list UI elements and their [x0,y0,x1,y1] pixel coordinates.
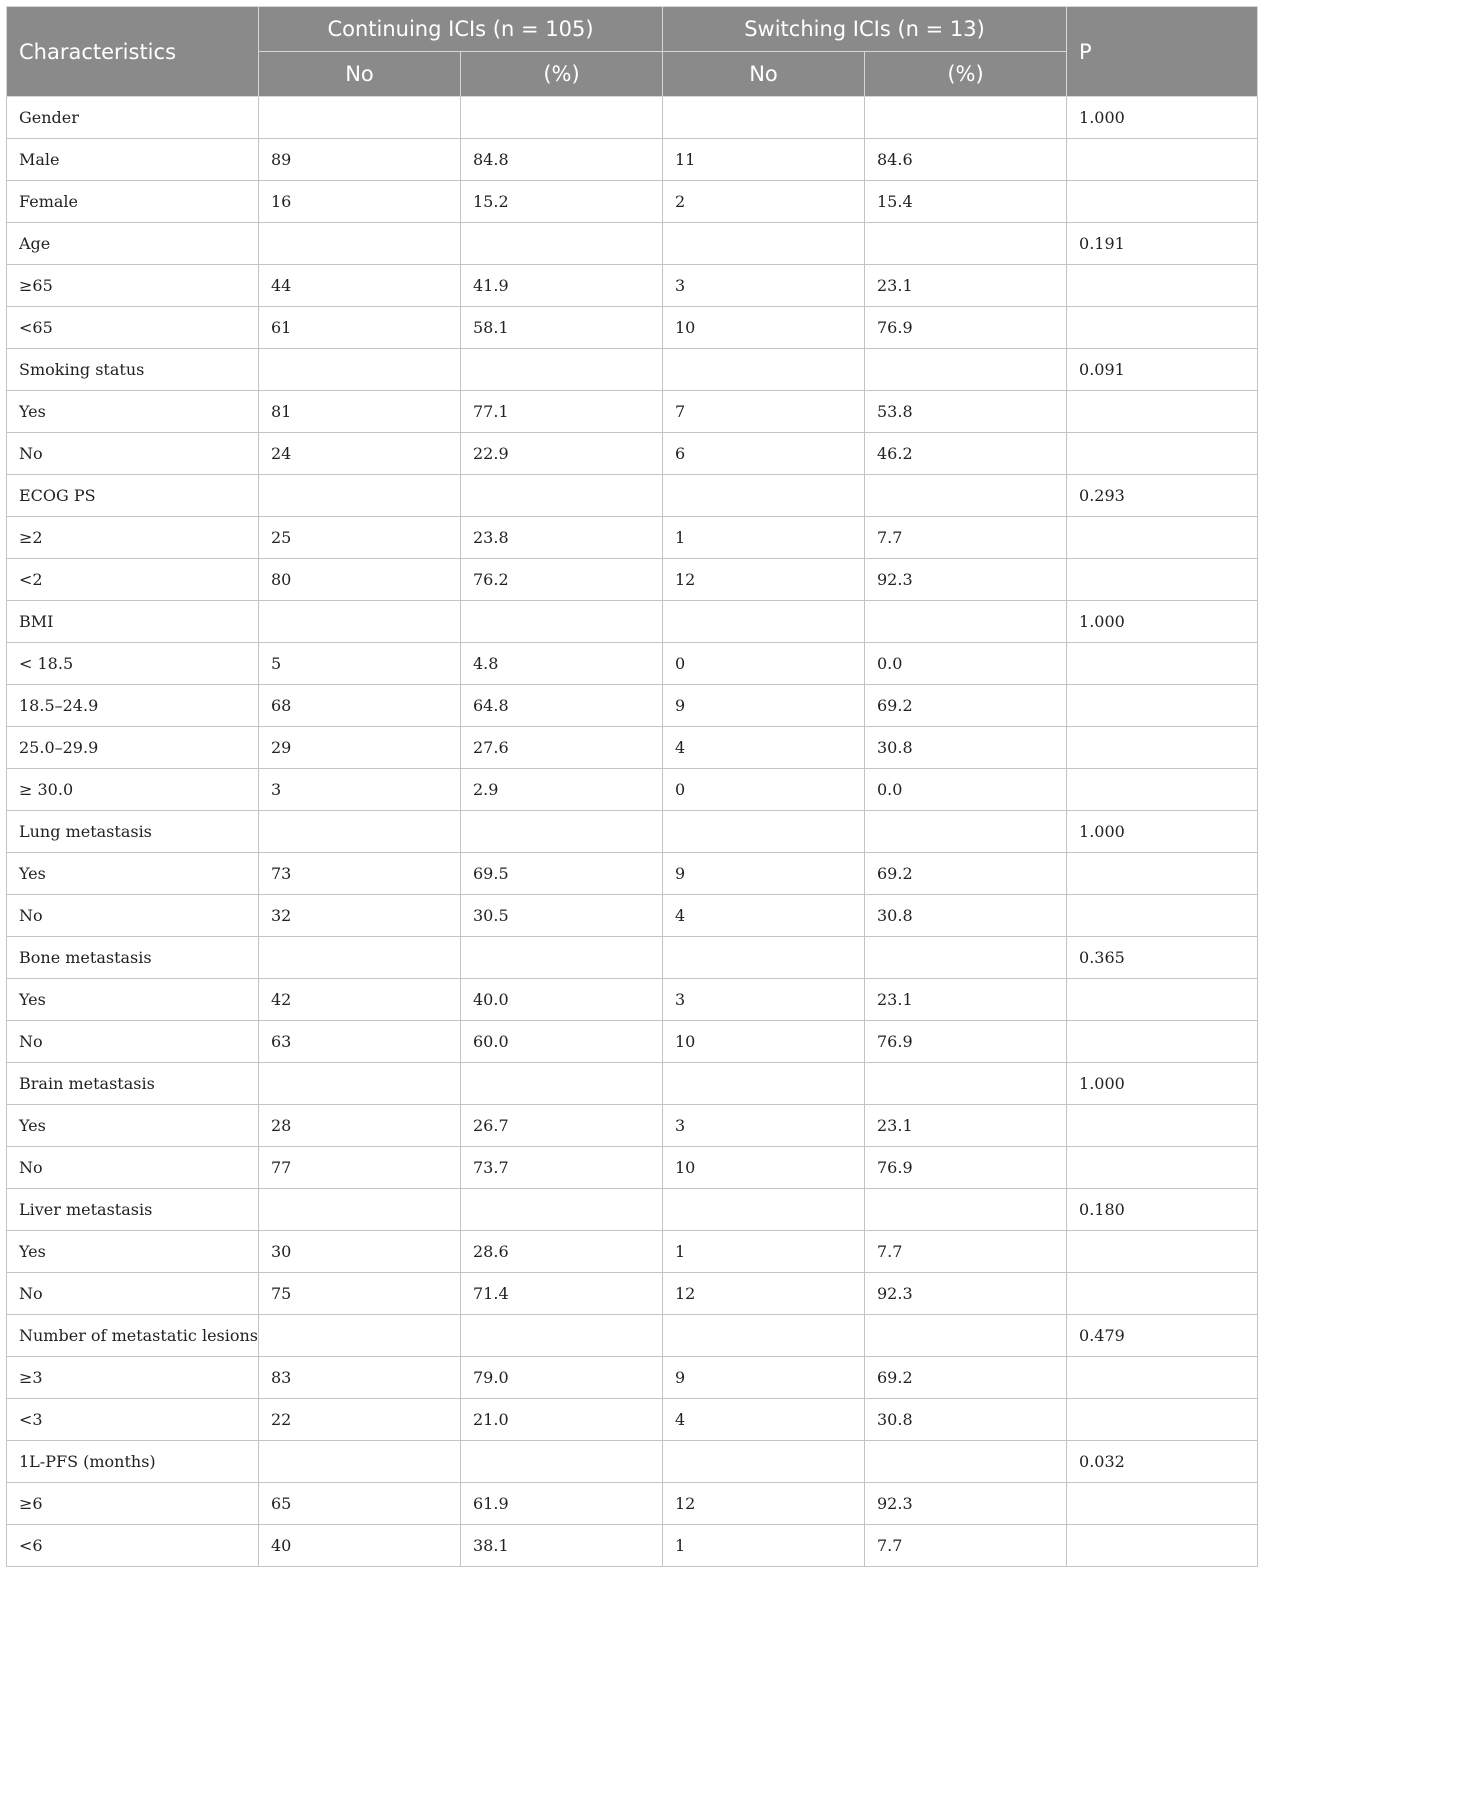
cell-p-value [1067,517,1258,559]
cell-continuing-no [259,97,461,139]
cell-p-value: 0.191 [1067,223,1258,265]
cell-switching-no [663,349,865,391]
cell-switching-pct [865,97,1067,139]
cell-switching-no [663,223,865,265]
cell-characteristic: Female [7,181,259,223]
cell-p-value: 0.479 [1067,1315,1258,1357]
table-row [7,349,1258,391]
table-row [7,643,1258,685]
cell-switching-no: 1 [663,517,865,559]
cell-continuing-no: 63 [259,1021,461,1063]
cell-switching-no: 4 [663,1399,865,1441]
cell-characteristic: <3 [7,1399,259,1441]
cell-continuing-no: 40 [259,1525,461,1567]
cell-switching-pct: 7.7 [865,1231,1067,1273]
cell-continuing-no [259,811,461,853]
cell-p-value [1067,1273,1258,1315]
cell-continuing-pct: 73.7 [461,1147,663,1189]
table-row [7,1189,1258,1231]
cell-switching-no: 9 [663,1357,865,1399]
table-row [7,391,1258,433]
cell-switching-no: 7 [663,391,865,433]
table-row [7,1357,1258,1399]
cell-continuing-no: 32 [259,895,461,937]
cell-continuing-no: 16 [259,181,461,223]
cell-characteristic: No [7,895,259,937]
cell-characteristic: 1L-PFS (months) [7,1441,259,1483]
cell-switching-no: 10 [663,1147,865,1189]
cell-p-value [1067,433,1258,475]
cell-switching-no [663,1441,865,1483]
table-row [7,1147,1258,1189]
table-row [7,223,1258,265]
cell-continuing-pct [461,601,663,643]
cell-continuing-pct: 69.5 [461,853,663,895]
cell-p-value: 1.000 [1067,1063,1258,1105]
cell-characteristic: ≥2 [7,517,259,559]
cell-continuing-pct: 28.6 [461,1231,663,1273]
cell-switching-pct: 30.8 [865,895,1067,937]
cell-characteristic: ≥ 30.0 [7,769,259,811]
cell-continuing-no [259,1189,461,1231]
cell-p-value: 1.000 [1067,601,1258,643]
table-row [7,139,1258,181]
cell-switching-pct: 92.3 [865,1483,1067,1525]
cell-characteristic: Smoking status [7,349,259,391]
cell-continuing-pct: 77.1 [461,391,663,433]
cell-continuing-no: 80 [259,559,461,601]
cell-switching-no [663,1063,865,1105]
cell-continuing-pct [461,811,663,853]
cell-continuing-pct: 60.0 [461,1021,663,1063]
cell-characteristic: No [7,1147,259,1189]
cell-switching-pct: 84.6 [865,139,1067,181]
cell-switching-pct [865,601,1067,643]
cell-continuing-no: 25 [259,517,461,559]
cell-p-value [1067,979,1258,1021]
header-switching-icis: Switching ICIs (n = 13) [663,7,1067,52]
cell-switching-pct: 0.0 [865,643,1067,685]
header-switching-no: No [663,52,865,97]
cell-p-value [1067,1021,1258,1063]
cell-characteristic: Yes [7,1231,259,1273]
cell-p-value [1067,307,1258,349]
table-row [7,727,1258,769]
cell-continuing-pct: 2.9 [461,769,663,811]
cell-switching-pct [865,1063,1067,1105]
cell-switching-no: 9 [663,853,865,895]
cell-continuing-no [259,1315,461,1357]
cell-continuing-no [259,1441,461,1483]
cell-continuing-pct [461,1315,663,1357]
cell-continuing-pct: 58.1 [461,307,663,349]
cell-switching-pct: 7.7 [865,1525,1067,1567]
cell-switching-no: 0 [663,769,865,811]
cell-characteristic: 25.0–29.9 [7,727,259,769]
cell-continuing-pct: 15.2 [461,181,663,223]
cell-continuing-no: 30 [259,1231,461,1273]
cell-characteristic: ECOG PS [7,475,259,517]
cell-switching-no: 10 [663,307,865,349]
cell-switching-no: 1 [663,1231,865,1273]
cell-switching-pct: 76.9 [865,1147,1067,1189]
cell-switching-no: 4 [663,727,865,769]
cell-characteristic: No [7,1021,259,1063]
cell-p-value [1067,265,1258,307]
cell-switching-no: 2 [663,181,865,223]
cell-characteristic: ≥6 [7,1483,259,1525]
cell-switching-pct [865,1441,1067,1483]
cell-switching-pct: 92.3 [865,559,1067,601]
cell-switching-pct: 53.8 [865,391,1067,433]
cell-characteristic: <2 [7,559,259,601]
cell-continuing-no: 28 [259,1105,461,1147]
cell-continuing-pct: 4.8 [461,643,663,685]
cell-p-value [1067,391,1258,433]
cell-switching-no [663,97,865,139]
header-continuing-pct: (%) [461,52,663,97]
cell-switching-pct [865,1315,1067,1357]
cell-switching-pct: 69.2 [865,1357,1067,1399]
cell-switching-no: 0 [663,643,865,685]
cell-continuing-no [259,601,461,643]
cell-continuing-no [259,1063,461,1105]
cell-continuing-pct: 64.8 [461,685,663,727]
table-row [7,811,1258,853]
cell-continuing-no: 5 [259,643,461,685]
cell-continuing-pct: 26.7 [461,1105,663,1147]
cell-continuing-pct [461,223,663,265]
cell-p-value: 0.091 [1067,349,1258,391]
cell-switching-no: 11 [663,139,865,181]
cell-p-value: 0.365 [1067,937,1258,979]
cell-switching-pct: 30.8 [865,1399,1067,1441]
table-row [7,1483,1258,1525]
cell-switching-pct: 7.7 [865,517,1067,559]
header-continuing-icis: Continuing ICIs (n = 105) [259,7,663,52]
cell-switching-pct: 76.9 [865,1021,1067,1063]
cell-p-value [1067,1105,1258,1147]
cell-p-value: 0.180 [1067,1189,1258,1231]
cell-switching-no: 1 [663,1525,865,1567]
cell-continuing-pct: 30.5 [461,895,663,937]
table-row [7,307,1258,349]
cell-continuing-pct: 61.9 [461,1483,663,1525]
cell-p-value: 1.000 [1067,97,1258,139]
cell-switching-no: 4 [663,895,865,937]
cell-characteristic: < 18.5 [7,643,259,685]
cell-p-value [1067,895,1258,937]
cell-continuing-pct: 22.9 [461,433,663,475]
cell-switching-no [663,1315,865,1357]
table-row [7,601,1258,643]
cell-continuing-pct: 38.1 [461,1525,663,1567]
cell-switching-no [663,601,865,643]
table-row [7,1315,1258,1357]
cell-p-value [1067,181,1258,223]
cell-characteristic: <6 [7,1525,259,1567]
table-header [7,7,1258,97]
cell-switching-pct: 69.2 [865,853,1067,895]
table-row [7,433,1258,475]
cell-continuing-no [259,937,461,979]
header-row-groups [7,7,1258,52]
cell-p-value [1067,769,1258,811]
header-switching-pct: (%) [865,52,1067,97]
table-row [7,1021,1258,1063]
cell-continuing-pct: 40.0 [461,979,663,1021]
cell-p-value [1067,1357,1258,1399]
table-row [7,1273,1258,1315]
cell-switching-pct [865,475,1067,517]
cell-characteristic: No [7,433,259,475]
cell-continuing-pct [461,1189,663,1231]
table-row [7,517,1258,559]
cell-p-value [1067,1231,1258,1273]
cell-continuing-no: 42 [259,979,461,1021]
cell-switching-pct: 23.1 [865,265,1067,307]
cell-switching-pct [865,937,1067,979]
cell-p-value [1067,1147,1258,1189]
cell-characteristic: Number of metastatic lesions [7,1315,259,1357]
cell-characteristic: ≥65 [7,265,259,307]
cell-switching-no: 9 [663,685,865,727]
table-row [7,979,1258,1021]
cell-switching-no [663,937,865,979]
table-row [7,1105,1258,1147]
cell-continuing-no: 61 [259,307,461,349]
characteristics-table [6,6,1258,1567]
cell-switching-pct: 46.2 [865,433,1067,475]
table-row [7,685,1258,727]
cell-continuing-no [259,475,461,517]
cell-continuing-pct: 79.0 [461,1357,663,1399]
cell-characteristic: 18.5–24.9 [7,685,259,727]
cell-characteristic: Yes [7,979,259,1021]
cell-switching-no: 6 [663,433,865,475]
cell-switching-pct: 76.9 [865,307,1067,349]
cell-characteristic: Age [7,223,259,265]
table-row [7,265,1258,307]
cell-continuing-no: 68 [259,685,461,727]
cell-continuing-no: 77 [259,1147,461,1189]
cell-p-value [1067,1399,1258,1441]
header-continuing-no: No [259,52,461,97]
table-row [7,937,1258,979]
cell-switching-no: 3 [663,979,865,1021]
cell-p-value [1067,1483,1258,1525]
cell-characteristic: Bone metastasis [7,937,259,979]
cell-characteristic: No [7,1273,259,1315]
cell-switching-no: 12 [663,1483,865,1525]
cell-continuing-no: 73 [259,853,461,895]
cell-continuing-pct: 76.2 [461,559,663,601]
cell-switching-pct [865,811,1067,853]
cell-continuing-no: 75 [259,1273,461,1315]
cell-characteristic: Gender [7,97,259,139]
cell-continuing-pct: 71.4 [461,1273,663,1315]
cell-continuing-pct: 23.8 [461,517,663,559]
cell-continuing-no: 3 [259,769,461,811]
cell-continuing-no: 22 [259,1399,461,1441]
cell-characteristic: Brain metastasis [7,1063,259,1105]
cell-continuing-pct [461,349,663,391]
cell-p-value [1067,139,1258,181]
cell-continuing-pct [461,1441,663,1483]
cell-characteristic: Yes [7,1105,259,1147]
cell-switching-pct: 23.1 [865,979,1067,1021]
header-characteristics: Characteristics [7,7,259,97]
cell-continuing-no: 89 [259,139,461,181]
table-row [7,475,1258,517]
cell-continuing-no: 65 [259,1483,461,1525]
cell-p-value [1067,685,1258,727]
table-row [7,895,1258,937]
cell-p-value [1067,1525,1258,1567]
cell-p-value: 0.032 [1067,1441,1258,1483]
cell-characteristic: Lung metastasis [7,811,259,853]
cell-continuing-no: 81 [259,391,461,433]
cell-continuing-no: 44 [259,265,461,307]
cell-p-value: 0.293 [1067,475,1258,517]
cell-switching-pct: 0.0 [865,769,1067,811]
cell-continuing-pct: 41.9 [461,265,663,307]
cell-switching-pct: 92.3 [865,1273,1067,1315]
cell-continuing-pct: 27.6 [461,727,663,769]
cell-switching-pct [865,1189,1067,1231]
cell-characteristic: BMI [7,601,259,643]
cell-p-value [1067,559,1258,601]
cell-switching-no: 12 [663,559,865,601]
cell-switching-no [663,811,865,853]
cell-continuing-no: 24 [259,433,461,475]
table-row [7,1231,1258,1273]
cell-switching-pct: 23.1 [865,1105,1067,1147]
cell-continuing-no [259,349,461,391]
cell-switching-pct: 15.4 [865,181,1067,223]
cell-p-value [1067,643,1258,685]
cell-characteristic: Male [7,139,259,181]
cell-characteristic: Yes [7,853,259,895]
cell-switching-pct [865,223,1067,265]
cell-p-value [1067,853,1258,895]
table-row [7,1063,1258,1105]
table-row [7,1525,1258,1567]
cell-continuing-pct [461,1063,663,1105]
cell-switching-no: 3 [663,265,865,307]
cell-characteristic: <65 [7,307,259,349]
table-row [7,97,1258,139]
cell-switching-no: 3 [663,1105,865,1147]
cell-switching-no [663,475,865,517]
cell-p-value [1067,727,1258,769]
cell-continuing-pct [461,937,663,979]
table-row [7,1441,1258,1483]
cell-switching-no: 10 [663,1021,865,1063]
cell-characteristic: Yes [7,391,259,433]
cell-switching-pct: 69.2 [865,685,1067,727]
cell-switching-pct: 30.8 [865,727,1067,769]
cell-switching-pct [865,349,1067,391]
cell-continuing-no: 83 [259,1357,461,1399]
cell-continuing-pct [461,475,663,517]
cell-characteristic: Liver metastasis [7,1189,259,1231]
cell-p-value: 1.000 [1067,811,1258,853]
table-row [7,181,1258,223]
table-row [7,853,1258,895]
table-row [7,769,1258,811]
table-row [7,559,1258,601]
cell-continuing-no [259,223,461,265]
table-row [7,1399,1258,1441]
cell-continuing-no: 29 [259,727,461,769]
cell-continuing-pct [461,97,663,139]
cell-continuing-pct: 84.8 [461,139,663,181]
header-p-value: P [1067,7,1258,97]
cell-switching-no [663,1189,865,1231]
cell-characteristic: ≥3 [7,1357,259,1399]
cell-switching-no: 12 [663,1273,865,1315]
cell-continuing-pct: 21.0 [461,1399,663,1441]
table-body [7,97,1258,1567]
